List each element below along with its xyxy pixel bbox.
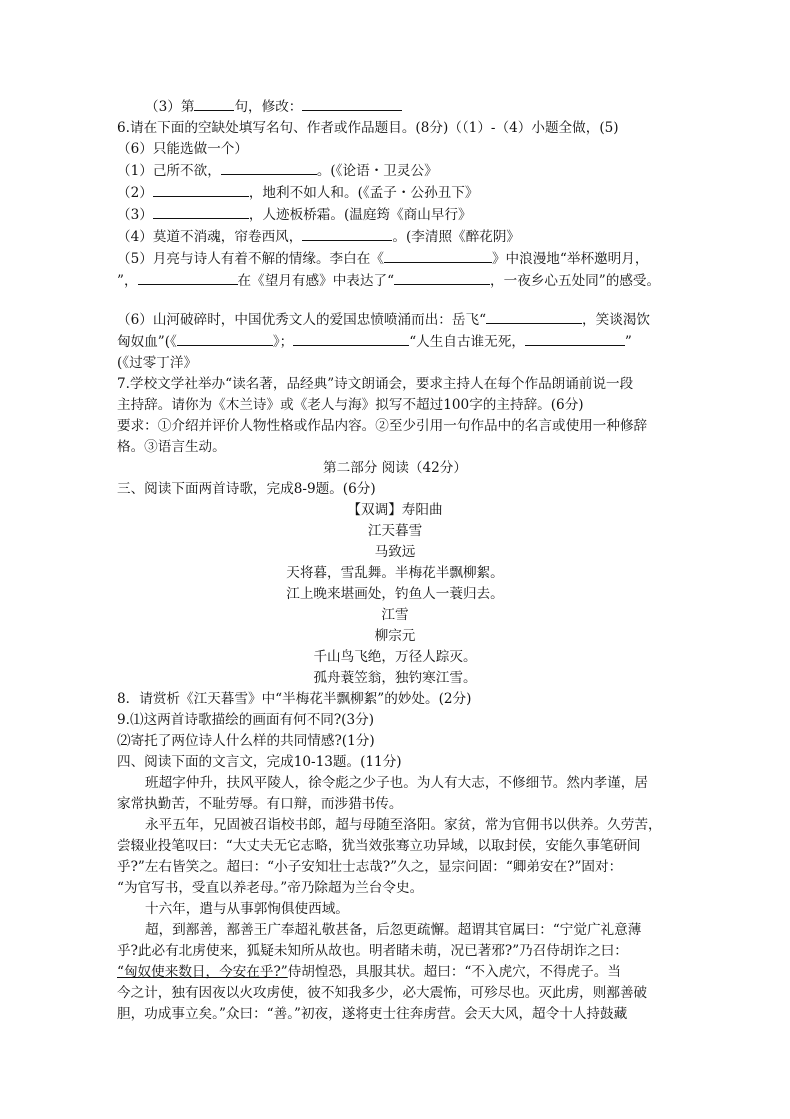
passage-line: 永平五年，兄固被召诣校书郎，超与母随至洛阳。家贫，常为官佣书以供养。久劳苦， xyxy=(145,817,662,833)
answer-blank[interactable] xyxy=(302,226,392,241)
q6-item-6: （6）山河破碎时，中国优秀文人的爱国忠愤喷涌而出：岳飞“ ，笑谈渴饮 xyxy=(117,309,673,331)
answer-blank[interactable] xyxy=(486,309,582,324)
exam-page xyxy=(117,96,673,1025)
part2-title: 第二部分 阅读（42分） xyxy=(323,460,467,476)
poem1-line: 江上晚来堪画处，钓鱼人一蓑归去。 xyxy=(286,586,504,602)
section4-heading: 四、阅读下面的文言文，完成10-13题。(11分) xyxy=(117,754,402,770)
answer-blank[interactable] xyxy=(177,331,273,346)
answer-blank[interactable] xyxy=(384,248,492,263)
passage-line: 乎?”左右皆笑之。超曰：“小子安知壮士志哉?”久之，显宗问固：“卿弟安在?”固对： xyxy=(117,859,623,875)
passage-line: 胆，功成事立矣。”众曰：“善。”初夜，遂将吏士往奔虏营。会天大风，超令十人持鼓藏 xyxy=(117,1006,628,1022)
answer-blank[interactable] xyxy=(221,160,317,175)
answer-blank[interactable] xyxy=(293,331,409,346)
answer-blank[interactable] xyxy=(153,182,249,197)
answer-blank[interactable] xyxy=(138,270,238,285)
q7-requirements: 要求：①介绍并评价人物性格或作品内容。②至少引用一句作品中的名言或使用一种修辞 xyxy=(117,418,648,434)
poem1-author: 马致远 xyxy=(374,544,416,560)
q9-part2: ⑵寄托了两位诗人什么样的共同情感?(1分) xyxy=(117,733,375,749)
answer-blank[interactable] xyxy=(525,331,625,346)
passage-line: “为官写书，受直以养老母。”帝乃除超为兰台令史。 xyxy=(117,880,424,896)
q6-intro-cont: （6）只能选做一个） xyxy=(117,141,248,157)
q7-requirements: 格。③语言生动。 xyxy=(117,439,226,455)
answer-blank[interactable] xyxy=(302,96,402,111)
poem1-title: 【双调】寿阳曲 xyxy=(347,502,443,518)
passage-line: “匈奴使来数日，今安在乎?”侍胡惶恐，具服其状。超曰：“不入虎穴，不得虎子。当 xyxy=(117,964,621,980)
answer-blank[interactable] xyxy=(194,96,234,111)
q7-text: 7.学校文学社举办“读名著，品经典”诗文朗诵会，要求主持人在每个作品朗诵前说一段 xyxy=(117,376,634,392)
passage-line: 今之计，独有因夜以火攻虏使，彼不知我多少，必大震怖，可殄尽也。灭此虏，则鄯善破 xyxy=(117,985,648,1001)
passage-line: 超，到鄯善，鄯善王广奉超礼敬甚备，后忽更疏懈。超谓其官属曰：“宁觉广礼意薄 xyxy=(145,922,642,938)
answer-blank[interactable] xyxy=(153,204,249,219)
q6-item-2: （2） ，地利不如人和。(《孟子・公孙丑下》 xyxy=(117,182,673,204)
poem2-title: 江雪 xyxy=(381,607,409,623)
section3-heading: 三、阅读下面两首诗歌，完成8-9题。(6分) xyxy=(117,481,376,497)
q6-item-5-cont: ”， 在《望月有感》中表达了“ ，一夜乡心五处同”的感受。 xyxy=(117,270,673,292)
poem2-line: 千山鸟飞绝，万径人踪灭。 xyxy=(313,649,477,665)
q6-item-3: （3） ，人迹板桥霜。(温庭筠《商山早行》 xyxy=(117,204,673,226)
passage-line: 乎?此必有北虏使来，狐疑未知所从故也。明者睹未萌，况已著邪?”乃召侍胡诈之曰： xyxy=(117,943,628,959)
q8: 8．请赏析《江天暮雪》中“半梅花半飘柳絮”的妙处。(2分) xyxy=(117,691,472,707)
q7-text: 主持辞。请你为《木兰诗》或《老人与海》拟写不超过100字的主持辞。(6分) xyxy=(117,397,584,413)
underlined-sentence: “匈奴使来数日，今安在乎?” xyxy=(117,964,288,980)
passage-line: 尝辍业投笔叹曰：“大丈夫无它志略，犹当效张骞立功异域，以取封侯，安能久事笔研间 xyxy=(117,838,641,854)
q6-item-6-cont: 匈奴血”(《 》； “人生自古谁无死， ” xyxy=(117,331,673,353)
q9-part1: 9.⑴这两首诗歌描绘的画面有何不同?(3分) xyxy=(117,712,375,728)
q6-item-1: （1）己所不欲， 。(《论语・卫灵公》 xyxy=(117,160,673,182)
passage-line: 班超字仲升，扶风平陵人，徐令彪之少子也。为人有大志，不修细节。然内孝谨，居 xyxy=(145,775,648,791)
answer-blank[interactable] xyxy=(394,270,490,285)
poem1-subtitle: 江天暮雪 xyxy=(367,523,423,539)
q6-intro: 6.请在下面的空缺处填写名句、作者或作品题目。(8分)（（1）-（4）小题全做，(5) xyxy=(117,120,619,136)
q6-item-5: （5）月亮与诗人有着不解的情缘。李白在《 》中浪漫地“举杯邀明月， xyxy=(117,248,673,270)
passage-line: 家常执勤苦，不耻劳辱。有口辩，而涉猎书传。 xyxy=(117,796,403,812)
poem1-line: 天将暮，雪乱舞。半梅花半飘柳絮。 xyxy=(286,565,504,581)
q5-fix-line: （3）第 句，修改： xyxy=(117,96,673,118)
q6-item-4: （4）莫道不消魂，帘卷西风， 。(李清照《醉花阴》 xyxy=(117,226,673,248)
passage-line: 十六年，遣与从事郭恂俱使西域。 xyxy=(145,901,349,917)
poem2-author: 柳宗元 xyxy=(374,628,416,644)
poem2-line: 孤舟蓑笠翁，独钓寒江雪。 xyxy=(313,670,477,686)
q6-item-6-source: (《过零丁洋》 xyxy=(117,355,198,371)
